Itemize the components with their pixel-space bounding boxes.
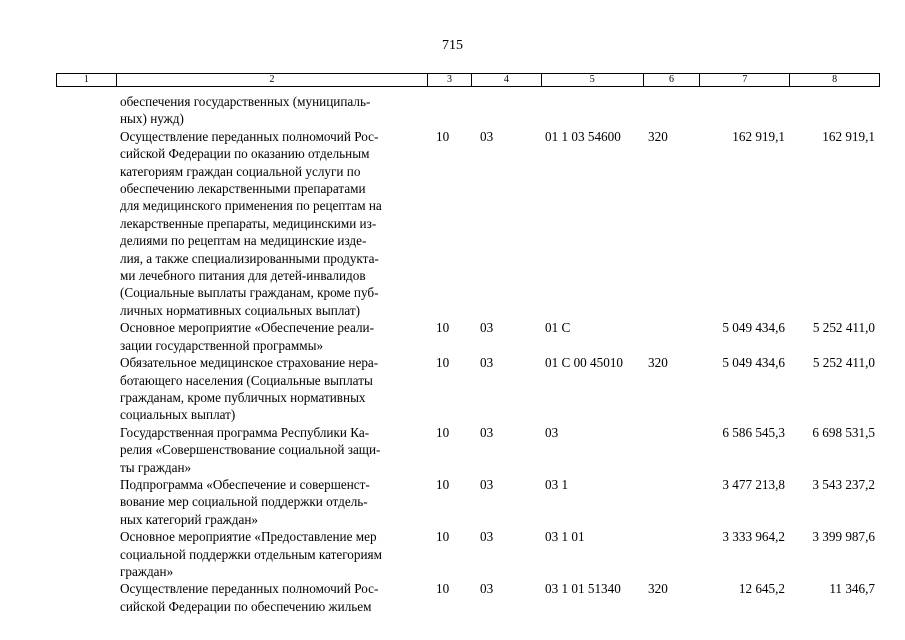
row-expense-type: 320 — [648, 355, 668, 371]
row-name — [120, 424, 425, 476]
row-name — [120, 476, 425, 528]
row-name-line: вование мер социальной поддержки отдель- — [120, 494, 368, 510]
row-section: 10 — [436, 128, 450, 144]
row-subsection: 03 — [480, 581, 494, 597]
row-name-line: сийской Федерации по оказанию отдельным — [120, 146, 370, 162]
row-name-line: делиями по рецептам на медицинские изде- — [120, 233, 367, 249]
row-sum-2: 3 399 987,6 — [812, 529, 875, 545]
row-name-line: зации государственной программы» — [120, 337, 324, 353]
page-number: 715 — [442, 38, 463, 53]
row-section: 10 — [436, 476, 450, 492]
row-name-line: ботающего населения (Социальные выплаты — [120, 372, 373, 388]
row-name-line: обеспечению лекарственными препаратами — [120, 181, 366, 197]
row-name-line: Государственная программа Республики Ка- — [120, 424, 370, 440]
table-row — [0, 424, 905, 476]
table-row — [0, 528, 905, 580]
row-name-line: сийской Федерации по обеспечению жильем — [120, 598, 372, 614]
row-target-code: 01 С — [545, 320, 571, 336]
header-col-5: 5 — [542, 74, 644, 86]
row-sum-1: 3 333 964,2 — [722, 529, 785, 545]
row-section: 10 — [436, 424, 450, 440]
row-sum-1: 6 586 545,3 — [722, 424, 785, 440]
row-name-line: лекарственные препараты, медицинскими из- — [120, 215, 377, 231]
row-expense-type: 320 — [648, 128, 668, 144]
row-sum-1: 5 049 434,6 — [722, 320, 785, 336]
row-target-code: 03 1 — [545, 476, 569, 492]
row-sum-2: 3 543 237,2 — [812, 476, 875, 492]
row-subsection: 03 — [480, 355, 494, 371]
row-name-line: Подпрограмма «Обеспечение и совершенст- — [120, 476, 370, 492]
row-name-line: ми лечебного питания для детей-инвалидов — [120, 268, 366, 284]
header-col-4: 4 — [472, 74, 542, 86]
row-name-line: обеспечения государственных (муниципаль- — [120, 94, 371, 109]
row-sum-2: 162 919,1 — [822, 128, 875, 144]
header-col-2: 2 — [117, 74, 428, 86]
row-sum-1: 162 919,1 — [732, 128, 785, 144]
row-subsection: 03 — [480, 529, 494, 545]
row-subsection: 03 — [480, 424, 494, 440]
row-expense-type: 320 — [648, 581, 668, 597]
row-name-line: Обязательное медицинское страхование нера- — [120, 355, 379, 371]
row-name-line: социальной поддержки отдельным категориям — [120, 546, 382, 562]
header-col-8: 8 — [832, 74, 838, 85]
row-sum-1: 3 477 213,8 — [722, 476, 785, 492]
row-name-line: ных) нужд) — [120, 111, 184, 127]
row-name-line: гражданам, кроме публичных нормативных — [120, 389, 366, 405]
row-name-line: личных нормативных социальных выплат) — [120, 302, 361, 318]
row-section: 10 — [436, 581, 450, 597]
header-col-6: 6 — [644, 74, 701, 86]
row-subsection: 03 — [480, 320, 494, 336]
row-name-line: (Социальные выплаты гражданам, кроме пуб- — [120, 285, 379, 301]
row-target-code: 03 1 01 51340 — [545, 581, 621, 597]
row-name — [120, 580, 425, 615]
row-name-line: лия, а также специализированными продукта- — [120, 250, 379, 266]
row-name — [120, 319, 425, 354]
row-name-line: ты граждан» — [120, 459, 192, 475]
table-row — [0, 128, 905, 319]
table-header — [56, 73, 880, 87]
row-name-line: Основное мероприятие «Предоставление мер — [120, 529, 377, 545]
table-row — [0, 319, 905, 354]
row-target-code: 01 1 03 54600 — [545, 128, 621, 144]
row-sum-1: 5 049 434,6 — [722, 355, 785, 371]
row-sum-2: 5 252 411,0 — [812, 320, 875, 336]
table-row — [0, 476, 905, 528]
row-target-code: 03 — [545, 424, 559, 440]
row-sum-2: 5 252 411,0 — [812, 355, 875, 371]
row-section: 10 — [436, 355, 450, 371]
row-section: 10 — [436, 529, 450, 545]
row-name-line: релия «Совершенствование социальной защи- — [120, 442, 381, 458]
row-subsection: 03 — [480, 128, 494, 144]
row-target-code: 01 С 00 45010 — [545, 355, 624, 371]
row-subsection: 03 — [480, 476, 494, 492]
row-name — [120, 354, 425, 424]
header-col-7: 7 — [700, 74, 790, 86]
table-row — [0, 354, 905, 424]
header-col-1: 1 — [57, 74, 117, 86]
row-sum-2: 11 346,7 — [829, 581, 875, 597]
row-sum-1: 12 645,2 — [738, 581, 785, 597]
row-name — [120, 528, 425, 580]
table-row — [0, 93, 905, 128]
row-name-line: Осуществление переданных полномочий Рос- — [120, 581, 379, 597]
row-section: 10 — [436, 320, 450, 336]
row-name — [120, 93, 425, 128]
table-body — [0, 93, 905, 615]
row-name-line: ных категорий граждан» — [120, 511, 259, 527]
row-target-code: 03 1 01 — [545, 529, 585, 545]
row-name-line: Осуществление переданных полномочий Рос- — [120, 128, 379, 144]
row-name-line: граждан» — [120, 563, 174, 579]
row-sum-2: 6 698 531,5 — [812, 424, 875, 440]
row-name-line: социальных выплат) — [120, 407, 236, 423]
row-name — [120, 128, 425, 319]
table-row — [0, 580, 905, 615]
header-col-3: 3 — [428, 74, 472, 86]
row-name-line: категориям граждан социальной услуги по — [120, 163, 361, 179]
row-name-line: для медицинского применения по рецептам на — [120, 198, 382, 214]
row-name-line: Основное мероприятие «Обеспечение реали- — [120, 320, 374, 336]
